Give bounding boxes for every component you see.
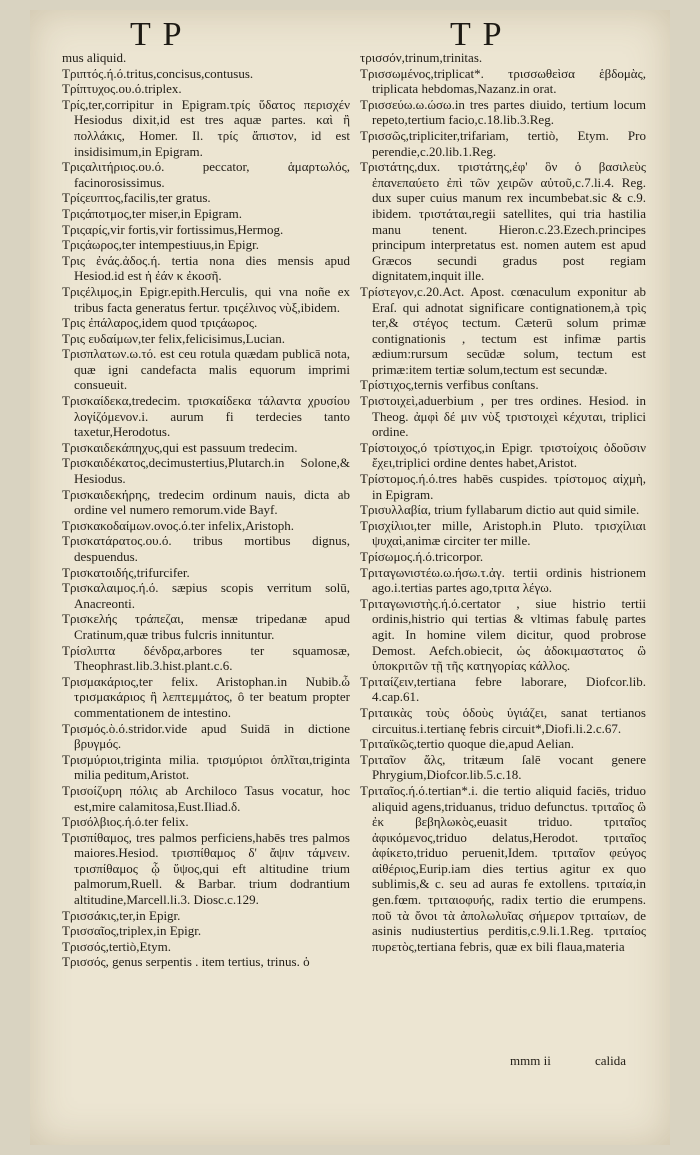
dictionary-entry: Τρισκαλαιμος.ή.ό. sæpius scopis verritum solū, Anacreonti. bbox=[62, 580, 350, 611]
dictionary-entry: Τρις ἐνάς.ἀδος.ή. tertia nona dies mensis apud Hesiod.id est ἡ ἐάν κ ἐκοσῆ. bbox=[62, 252, 350, 284]
dictionary-entry: Τρισοίζυρη πόλις ab Archiloco Tasus vocatur, hoc est,mire calamitosa,Eust.Iliad.δ. bbox=[62, 782, 350, 814]
dictionary-entry: Τρισμακάριος,ter felix. Aristophan.in Nubib.ὦ τρισμακάριος ἢ λεπτεμμάτος, ô ter beatum propter commentationem de intestino. bbox=[62, 673, 350, 720]
dictionary-entry: Τριταίζειν,tertiana febre laborare, Diofcor.lib. 4.cap.61. bbox=[360, 673, 646, 705]
dictionary-entry: Τρισκαιδεκήρης, tredecim ordinum nauis, dicta ab ordine vel numero remorum.vide Bayf. bbox=[62, 486, 350, 518]
signature-mark: mmm ii bbox=[510, 1053, 551, 1068]
dictionary-entry: Τρίσωμος.ή.ό.tricorpor. bbox=[360, 549, 484, 564]
dictionary-entry: Τριςαρίς,vir fortis,vir fortissimus,Hermog. bbox=[62, 221, 284, 237]
header-letters-left: T P bbox=[130, 16, 184, 53]
dictionary-entry: Τριςάποτμος,ter miser,in Epigram. bbox=[62, 205, 242, 221]
dictionary-entry: mus aliquid. bbox=[62, 50, 127, 65]
dictionary-entry: Τρισμός.ὸ.ό.stridor.vide apud Suidā in dictione βρυγμός. bbox=[62, 720, 350, 752]
dictionary-entry: Τριταικὰς τοὺς ὁδοὺς ὑγιάζει, sanat tertianos circuitus.i.tertianę febris circuit*,Diofi.li.2.c.67. bbox=[360, 704, 646, 736]
dictionary-entry: Τρισκακοδαίμων.ονος.ό.ter infelix,Aristoph. bbox=[62, 517, 294, 533]
dictionary-entry: Τρίστομος.ή.ό.tres habēs cuspides. τρίστομος αἰχμὴ, in Epigram. bbox=[360, 471, 646, 502]
dictionary-entry: Τριταϊκῶς,tertio quoque die,apud Aelian. bbox=[360, 736, 575, 752]
dictionary-entry: Τρις ἐπάλαρος,idem quod τριςάωρος. bbox=[62, 315, 258, 331]
dictionary-entry: Τρισπίθαμος, tres palmos perficiens,habēs tres palmos maiores.Hesiod. τρισπίθαμος δ' ἄψιν τάμνειν. τρισπίθαμος ᾧ ὕψος,qui eft altitudine trium palmorum,Ruell. & Barbar. trium dodrantium altitudine,Marcell.li.3. Diosc.c.129. bbox=[62, 829, 350, 908]
dictionary-entry: Τριστάτης,dux. τριστάτης,ἐφ' ὃν ὁ βασιλεὺς ἐπανεπαύετο ἐπὶ τῶν χειρῶν αὐτοῦ,c.7.li.4. Reg. dux super cuius manum rex incumbebat.sic & c.9. ibidem. τριστάται,regii satellites, qui tria hastilia manu tenent. Hieron.c.23.Ezech.principes principum interpretatus est. nomen autem est apud Græcos secundi gradus post regiam dignitatem,inquit ille. bbox=[360, 159, 646, 284]
dictionary-entry: Τρισπλατων.ω.τό. est ceu rotula quædam publicā nota, quæ igni candefacta malis equorum imprimi consueuit. bbox=[62, 346, 350, 393]
dictionary-entry: Τρίσλιπτα δένδρα,arbores ter squamosæ, Theophrast.lib.3.hist.plant.c.6. bbox=[62, 642, 350, 674]
dictionary-entry: Τρισκαιδέκατος,decimustertius,Plutarch.in Solone,& Hesiodus. bbox=[62, 455, 350, 487]
dictionary-entry: Τρισσῶς,tripliciter,trifariam, tertiò, Etym. Pro perendie,c.20.lib.1.Reg. bbox=[360, 127, 646, 159]
dictionary-entry: Τριςάωρος,ter intempestiuus,in Epigr. bbox=[62, 237, 260, 253]
dictionary-entry: Τρισκατοιδής,trifurcifer. bbox=[62, 564, 190, 580]
dictionary-entry: Τρις ευδαίμων,ter felix,felicisimus,Lucian. bbox=[62, 330, 285, 346]
dictionary-entry: τρισσόν,trinum,trinitas. bbox=[360, 50, 483, 65]
header-letters-right: T P bbox=[450, 16, 504, 53]
right-column bbox=[360, 50, 646, 954]
dictionary-entry: Τρίς,ter,corripitur in Epigram.τρίς ὕδατος περισχέν Hesiodus dixit,id est tres aquæ partes. καὶ ἢ πολλάκις, Homer. Il. τρίς ἄπιστον, id est insidisimum,in Epigram. bbox=[62, 96, 350, 159]
dictionary-entry: Τρίστιχος,ternis verfibus conſtans. bbox=[360, 377, 539, 393]
dictionary-entry: Τριςέλιμος,in Epigr.epith.Herculis, qui vna noñe ex tribus facta generatus fertur. τριςέλινος νὺξ,ibidem. bbox=[62, 283, 350, 315]
book-page bbox=[30, 10, 670, 1145]
dictionary-entry: Τριπτός.ή.ό.tritus,concisus,contusus. bbox=[62, 65, 254, 81]
dictionary-entry: Τρισόλβιος.ή.ό.ter felix. bbox=[62, 814, 189, 830]
dictionary-entry: Τρίστεγον,c.20.Act. Apost. cœnaculum exponitur ab Eraſ. qui adnotat significare contignationem,à τρὶς ter,& στέγος tectum. Cæterū solum primæ contignationis , tectum est infimæ partis ædium:rursum secūdæ solum, tectum est primæ:item tertiæ solum,tectum est secundæ. bbox=[360, 283, 646, 377]
dictionary-entry: Τρισσός, genus serpentis . item tertius, trinus. ὁ bbox=[62, 954, 310, 970]
dictionary-entry: Τρισσάκις,ter,in Epigr. bbox=[62, 907, 181, 923]
dictionary-entry: Τριςαλιτήριος.ου.ό. peccator, ἁμαρτωλός, facinorosissimus. bbox=[62, 159, 350, 190]
dictionary-entry: Τριστοιχεὶ,aduerbium , per tres ordines. Hesiod. in Theog. ἀμφὶ δέ μιν νὺξ τριστοιχεὶ κέχυται, triplici ordine. bbox=[360, 393, 646, 440]
dictionary-entry: Τρισσεύω.ω.ώσω.in tres partes diuido, tertium locum repeto,tertium facio,c.18.lib.3.Reg. bbox=[360, 96, 646, 128]
dictionary-entry: Τρισσός,tertiò,Etym. bbox=[62, 938, 171, 954]
dictionary-entry: Τρισσαῖος,triplex,in Epigr. bbox=[62, 923, 202, 939]
left-column bbox=[62, 50, 350, 970]
dictionary-entry: Τριταγωνιστὴς.ή.ό.certator , siue histrio tertii ordinis,histrio qui tertias & vltimas fabulę partes agit. In homine vilem dicitur, quod probrose Demost. Aefch.obiecit, ὡς ἀδοκιμαστατος ὢ ὑποκριτῶν τῇ τῆς κατηγορίας κάλλος. bbox=[360, 595, 646, 674]
dictionary-entry: Τρισκατάρατος.ου.ό. tribus mortibus dignus, despuendus. bbox=[62, 533, 350, 564]
dictionary-entry: Τρίςευπτος,facilis,ter gratus. bbox=[62, 190, 211, 206]
dictionary-entry: Τρισκαίδεκα,tredecim. τρισκαίδεκα τάλαντα χρυσίου λογίζόμενον.i. aurum fi terdecies tanto taxetur,Herodotus. bbox=[62, 393, 350, 440]
dictionary-entry: Τρίπτυχος.ου.ό.triplex. bbox=[62, 81, 182, 97]
dictionary-entry: Τρισκελής τράπεζαι, mensæ tripedanæ apud Cratinum,quæ tribus fulcris innituntur. bbox=[62, 611, 350, 642]
dictionary-entry: Τριταγωνιστέω.ω.ήσω.τ.ἀγ. tertii ordinis histrionem ago.i.tertias partes ago,τριτα λέγω. bbox=[360, 564, 646, 596]
catchword: calida bbox=[595, 1053, 627, 1068]
dictionary-entry: Τρισκαιδεκάπηχυς,qui est passuum tredecim. bbox=[62, 439, 298, 455]
dictionary-entry: Τρισχίλιοι,ter mille, Aristoph.in Pluto. τρισχίλιαι ψυχαὶ,animæ circiter ter mille. bbox=[360, 517, 646, 549]
dictionary-entry: Τρισυλλαβία, trium fyllabarum dictio aut quid simile. bbox=[360, 502, 640, 518]
dictionary-entry: Τρίστοιχος,ό τρίστιχος,in Epigr. τριστοίχοις ὀδοῦσιν ἔχει,triplici ordine dentes habet,Aristot. bbox=[360, 439, 646, 471]
dictionary-entry: Τριταῖον ἅλς, tritæum ſalē vocant genere Phrygium,Diofcor.lib.5.c.18. bbox=[360, 751, 646, 783]
dictionary-entry: Τριταῖος.ή.ό.tertian*.i. die tertio aliquid faciēs, triduo aliquid agens,triduanus, triduo defunctus. τριταῖος ὢ ἐκ βεβηλωκὸς,euasit triduo. τριταῖος ἀφικόμενος,triduo delatus,Herodot. τριταῖος ἀφίκετο,triduo peruenit,Idem. τριταῖον φεύγος αἰθέριος,Eurip.iam dies tertius agitur ex quo sublimis,& c. seu ad auras fe extollens. τριταία,in gen.fœm. τριταιοφυής, radix tertio die erumpens. ποῦ τὰ ὄνοι τὰ ἀπολωλυῖας σήμερον τριταίων, de asinis nudiustertius perditis,c.9.li.1.Reg. τριταίος πυρετὸς,tertiana febris, quæ ex bili flaua,materia bbox=[360, 782, 646, 954]
dictionary-entry: Τρισσωμένος,triplicat*. τρισσωθεὶσα ἑβδομὰς, triplicata hebdomas,Nazanz.in orat. bbox=[360, 65, 646, 97]
dictionary-entry: Τρισμύριοι,triginta milia. τρισμύριοι ὁπλῖται,triginta milia peditum,Aristot. bbox=[62, 751, 350, 783]
